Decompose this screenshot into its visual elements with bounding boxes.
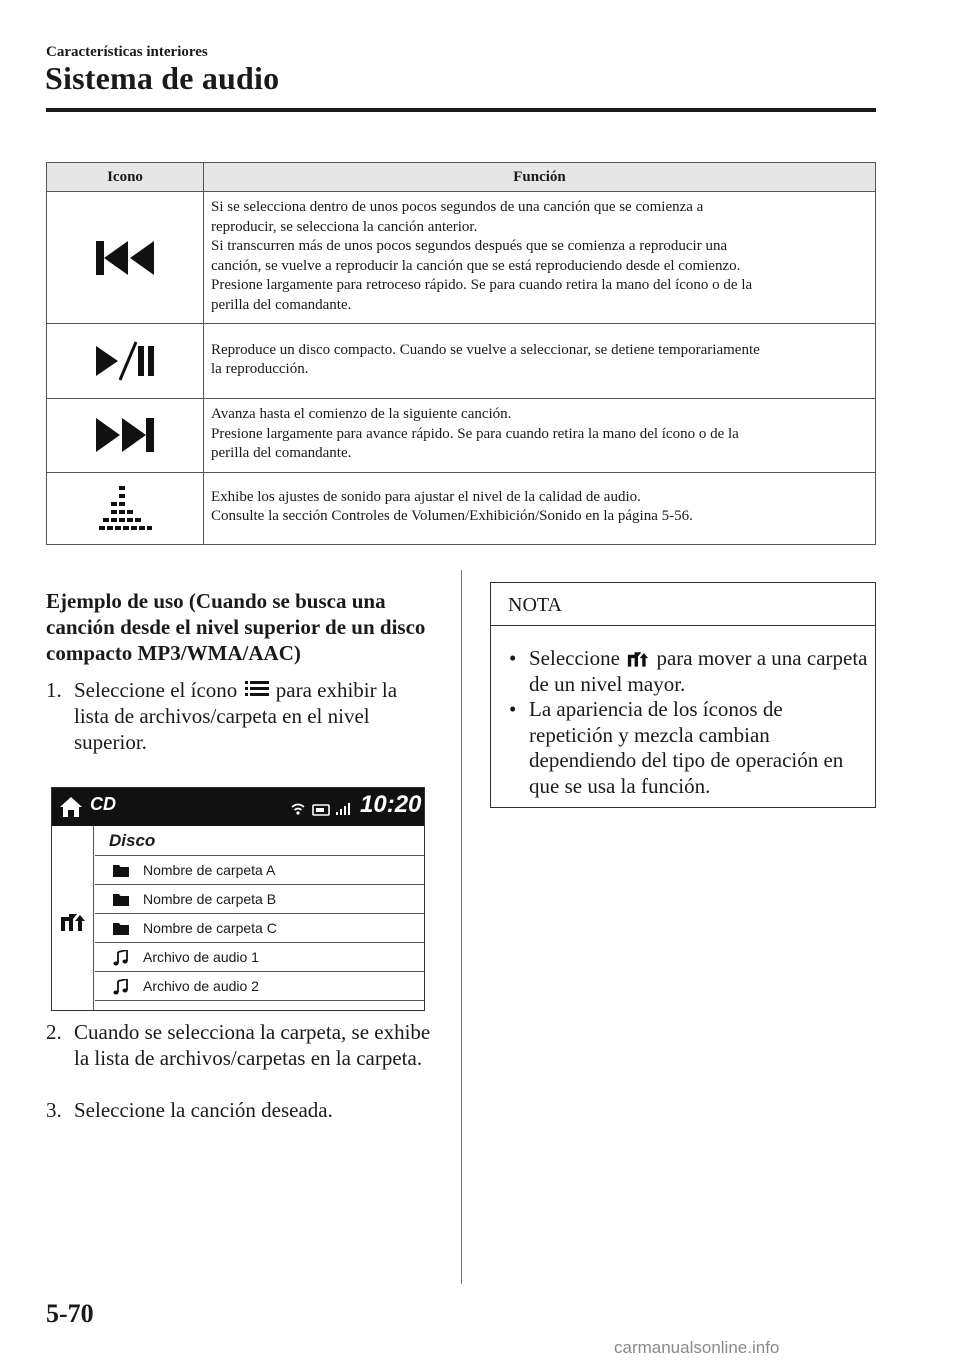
list-item[interactable]: [95, 884, 424, 913]
table-row: [47, 472, 876, 544]
step-text: Cuando se selecciona la carpeta, se exhibe la lista de archivos/carpetas en la carpeta.: [74, 1020, 431, 1070]
folder-up-icon: [627, 650, 649, 668]
bullet: •: [509, 646, 517, 670]
note-item-1: [505, 646, 871, 697]
list-item[interactable]: [95, 971, 424, 1000]
list-item-label: Nombre de carpeta A: [143, 862, 276, 878]
note-text: La apariencia de los íconos de repetición y mezcla cambian dependiendo del tipo de operación en que se usa la función.: [529, 697, 844, 798]
icon-cell: [47, 472, 204, 544]
screen-left-panel: [52, 826, 94, 1010]
step-3: [46, 1097, 436, 1123]
list-item[interactable]: [95, 913, 424, 942]
file-list: [95, 826, 424, 1010]
folder-icon: [113, 892, 129, 906]
status-icons: [290, 801, 354, 817]
next-track-icon: [94, 414, 156, 456]
icon-cell: [47, 324, 204, 399]
sound-settings-icon: [97, 484, 153, 532]
description-line: Si se selecciona dentro de unos pocos segundos de una canción que se comienza a: [211, 199, 704, 215]
description-line: Reproduce un disco compacto. Cuando se vuelve a seleccionar, se detiene temporariamente: [211, 341, 760, 358]
example-heading: Ejemplo de uso (Cuando se busca una canción desde el nivel superior de un disco compacto MP3/WMA/AAC): [46, 589, 426, 665]
function-description: [204, 399, 876, 473]
note-rule: [491, 625, 875, 626]
column-divider: [461, 570, 462, 1284]
description-line: Avanza hasta el comienzo de la siguiente canción.: [211, 406, 512, 422]
note-text-after: para mover a una carpeta de un nivel mayor.: [529, 646, 868, 696]
note-title: NOTA: [508, 594, 562, 616]
clock-time: 10:20: [360, 791, 422, 818]
screen-top-bar: [52, 788, 424, 826]
list-row-divider: [95, 1000, 424, 1010]
function-description: [204, 324, 876, 399]
note-item-2: [505, 697, 871, 799]
previous-track-icon: [94, 237, 156, 279]
function-description: [204, 192, 876, 324]
description-line: Presione largamente para retroceso rápido. Se para cuando retira la mano del ícono o de la: [211, 277, 753, 293]
cd-screen: [51, 787, 425, 1011]
audio-source-label: CD: [90, 794, 116, 814]
music-note-icon: [113, 979, 129, 995]
table-row: [47, 192, 876, 324]
description-line: perilla del comandante.: [211, 445, 352, 461]
step-number: 1.: [46, 678, 62, 702]
note-box: [490, 582, 876, 808]
list-title: Disco: [109, 831, 156, 850]
list-item-label: Archivo de audio 2: [143, 978, 259, 994]
column-header-icon: Icono: [47, 163, 204, 192]
step-2: [46, 1019, 436, 1071]
note-text: [505, 646, 871, 697]
music-note-icon: [113, 950, 129, 966]
list-item-label: Nombre de carpeta B: [143, 891, 277, 907]
step-number: 3.: [46, 1098, 62, 1122]
list-item[interactable]: [95, 942, 424, 971]
step-number: 2.: [46, 1020, 62, 1044]
description-line: la reproducción.: [211, 361, 309, 377]
function-description: [204, 472, 876, 544]
description-line: perilla del comandante.: [211, 296, 352, 313]
note-text-before: Seleccione: [529, 646, 620, 670]
description-line: Exhibe los ajustes de sonido para ajustar el nivel de la calidad de audio.: [211, 488, 641, 505]
list-icon: [245, 680, 269, 700]
table-header-row: [47, 163, 876, 192]
description-line: Consulte la sección Controles de Volumen/Exhibición/Sonido en la página 5-56.: [211, 508, 693, 524]
step-text-after: para exhibir la lista de archivos/carpeta en el nivel superior.: [74, 678, 398, 754]
step-text-before: Seleccione el ícono: [74, 678, 238, 702]
icon-cell: [47, 399, 204, 473]
folder-icon: [113, 921, 129, 935]
icon-cell: [47, 192, 204, 324]
list-item-label: Archivo de audio 1: [143, 949, 259, 965]
play-pause-icon: [92, 338, 158, 384]
folder-icon: [113, 863, 129, 877]
description-line: Presione largamente para avance rápido. Se para cuando retira la mano del ícono o de la: [211, 425, 739, 442]
description-line: canción, se vuelve a reproducir la canción que se está reproduciendo desde el comienzo.: [211, 257, 741, 274]
title-rule: [46, 108, 876, 112]
folder-up-icon[interactable]: [60, 912, 86, 932]
table-row: [47, 324, 876, 399]
description-line: reproducir, se selecciona la canción anterior.: [211, 218, 478, 235]
table-row: [47, 399, 876, 473]
description-line: Si transcurren más de unos pocos segundos después que se comienza a reproducir una: [211, 238, 728, 254]
step-1: [46, 677, 436, 755]
home-icon[interactable]: [59, 796, 83, 818]
page-title: Sistema de audio: [45, 60, 280, 96]
list-item[interactable]: [95, 855, 424, 884]
step-text: Seleccione la canción deseada.: [74, 1098, 333, 1122]
list-item-label: Nombre de carpeta C: [143, 920, 277, 936]
function-table: [46, 162, 876, 545]
page-number: 5-70: [46, 1299, 94, 1328]
column-header-function: Función: [204, 163, 876, 192]
bullet: •: [509, 697, 517, 721]
step-text: [46, 677, 436, 755]
section-label: Características interiores: [46, 44, 208, 60]
watermark: carmanualsonline.info: [614, 1338, 780, 1357]
